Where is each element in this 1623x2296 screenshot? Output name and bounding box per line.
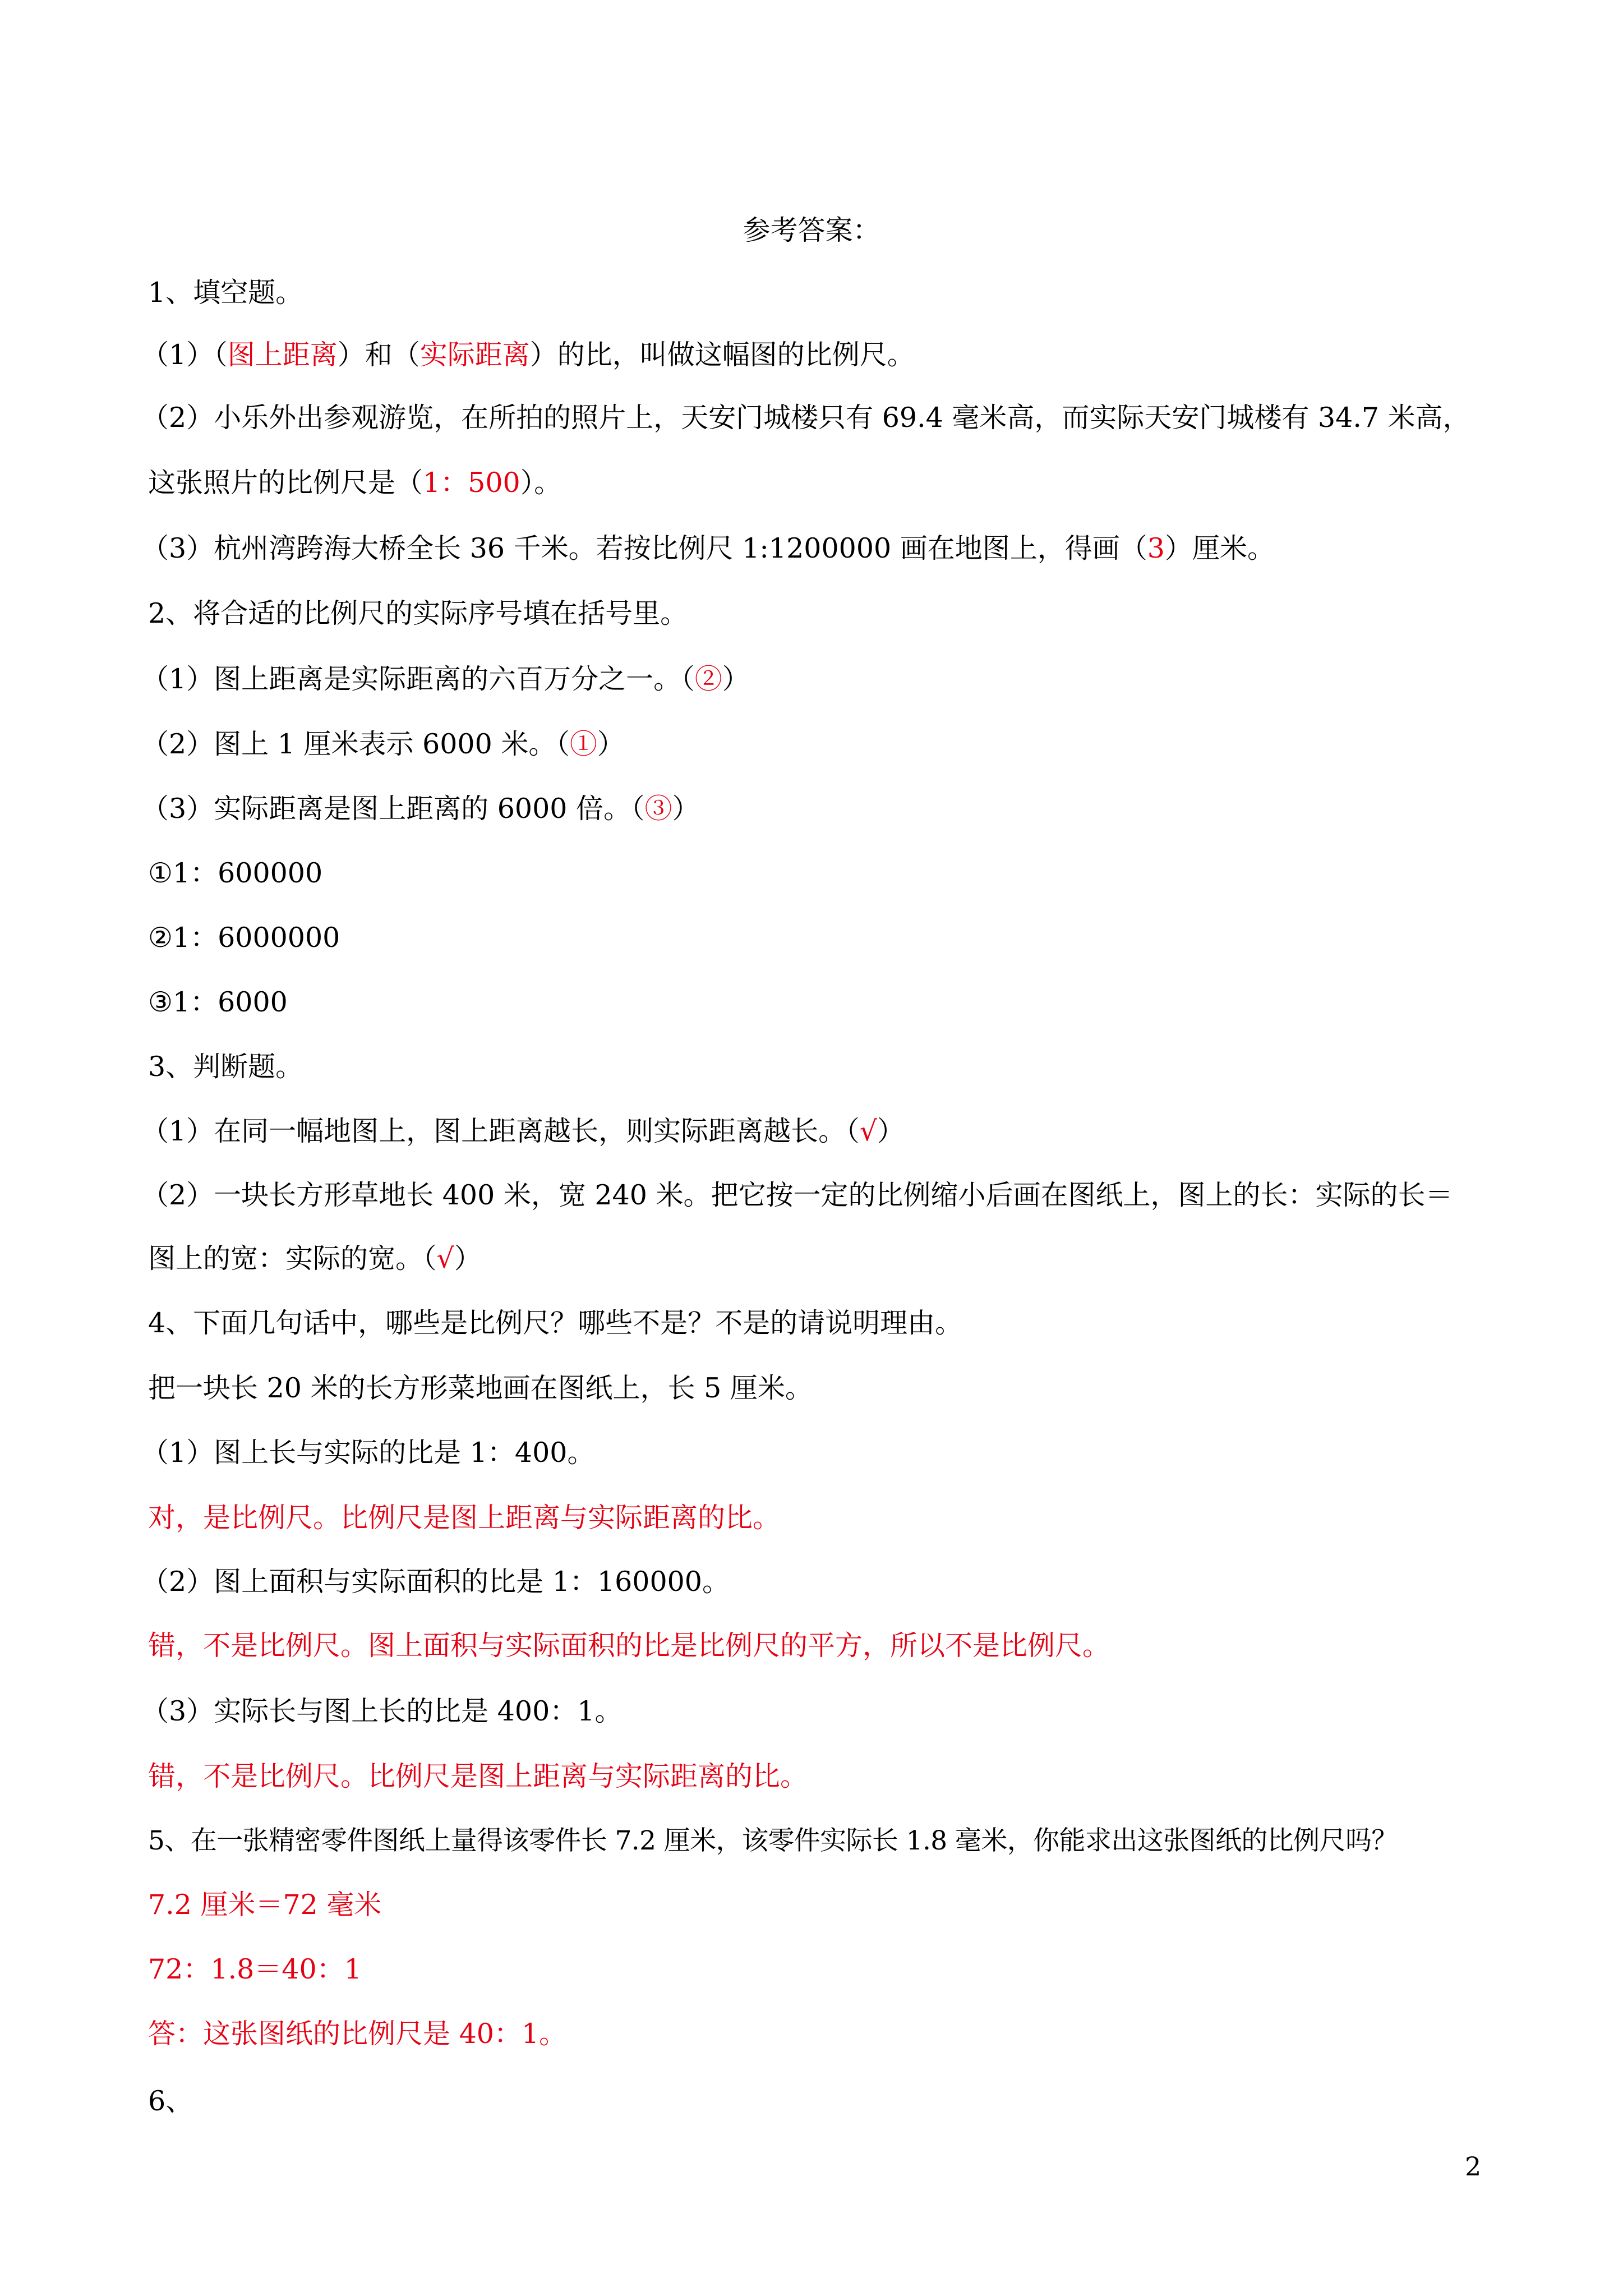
page-title: 参考答案： xyxy=(743,214,880,246)
q1-part3: （3）杭州湾跨海大桥全长 36 千米。若按比例尺 1:1200000 画在地图上，得画（3）厘米。 xyxy=(141,532,1275,564)
q5-answer-2: 72：1.8＝40：1 xyxy=(148,1953,362,1985)
q1-heading: 1、填空题。 xyxy=(148,277,303,309)
q2-part1-answer: ② xyxy=(694,663,722,695)
q4-answer-3: 错，不是比例尺。比例尺是图上距离与实际距离的比。 xyxy=(148,1760,808,1792)
q3-part2-line2: 图上的宽：实际的宽。（√） xyxy=(148,1243,482,1274)
q4-intro: 把一块长 20 米的长方形菜地画在图纸上，长 5 厘米。 xyxy=(148,1372,813,1404)
q2-part3: （3）实际距离是图上距离的 6000 倍。（③） xyxy=(141,793,700,825)
q4-part2: （2）图上面积与实际面积的比是 1：160000。 xyxy=(141,1566,730,1598)
q4-answer-2: 错，不是比例尺。图上面积与实际面积的比是比例尺的平方，所以不是比例尺。 xyxy=(148,1630,1110,1662)
q2-part3-answer: ③ xyxy=(644,793,672,825)
q2-heading: 2、将合适的比例尺的实际序号填在括号里。 xyxy=(148,597,688,629)
q1-part2-answer: 1：500 xyxy=(423,467,520,499)
q1-part2-line2: 这张照片的比例尺是（1：500）。 xyxy=(148,467,562,499)
q5-answer-3: 答：这张图纸的比例尺是 40：1。 xyxy=(148,2018,567,2050)
q2-part2: （2）图上 1 厘米表示 6000 米。（①） xyxy=(141,728,625,760)
q4-part3: （3）实际长与图上长的比是 400：1。 xyxy=(141,1695,623,1727)
q1-part1-answer-1: 图上距离 xyxy=(227,339,338,371)
q5-heading: 5、在一张精密零件图纸上量得该零件长 7.2 厘米，该零件实际长 1.8 毫米，你能求出这张图纸的比例尺吗？ xyxy=(148,1825,1398,1856)
q3-part1: （1）在同一幅地图上，图上距离越长，则实际距离越长。（√） xyxy=(141,1115,905,1147)
q1-part2-line1: （2）小乐外出参观游览，在所拍的照片上，天安门城楼只有 69.4 毫米高，而实际天安门城楼有 34.7 米高， xyxy=(141,402,1470,434)
q3-heading: 3、判断题。 xyxy=(148,1051,303,1083)
q2-part1: （1）图上距离是实际距离的六百万分之一。（②） xyxy=(141,663,750,695)
q3-part2-line1: （2）一块长方形草地长 400 米，宽 240 米。把它按一定的比例缩小后画在图纸上，图上的长：实际的长＝ xyxy=(141,1179,1453,1211)
q1-part3-answer: 3 xyxy=(1147,532,1165,564)
page-number: 2 xyxy=(1465,2151,1482,2182)
q5-answer-1: 7.2 厘米＝72 毫米 xyxy=(148,1889,382,1921)
q6-heading: 6、 xyxy=(148,2085,193,2117)
q1-part1-answer-2: 实际距离 xyxy=(419,339,530,371)
q1-part1: （1）（图上距离）和（实际距离）的比，叫做这幅图的比例尺。 xyxy=(141,339,915,371)
q2-part2-answer: ① xyxy=(569,728,597,760)
q2-option-3: ③1：6000 xyxy=(148,986,288,1018)
q4-answer-1: 对，是比例尺。比例尺是图上距离与实际距离的比。 xyxy=(148,1502,781,1534)
q2-option-1: ①1：600000 xyxy=(148,857,323,889)
q3-part2-answer: √ xyxy=(436,1243,454,1274)
q4-part1: （1）图上长与实际的比是 1：400。 xyxy=(141,1437,595,1469)
q2-option-2: ②1：6000000 xyxy=(148,922,340,954)
q4-heading: 4、下面几句话中，哪些是比例尺？哪些不是？不是的请说明理由。 xyxy=(148,1307,963,1339)
q3-part1-answer: √ xyxy=(859,1115,877,1147)
